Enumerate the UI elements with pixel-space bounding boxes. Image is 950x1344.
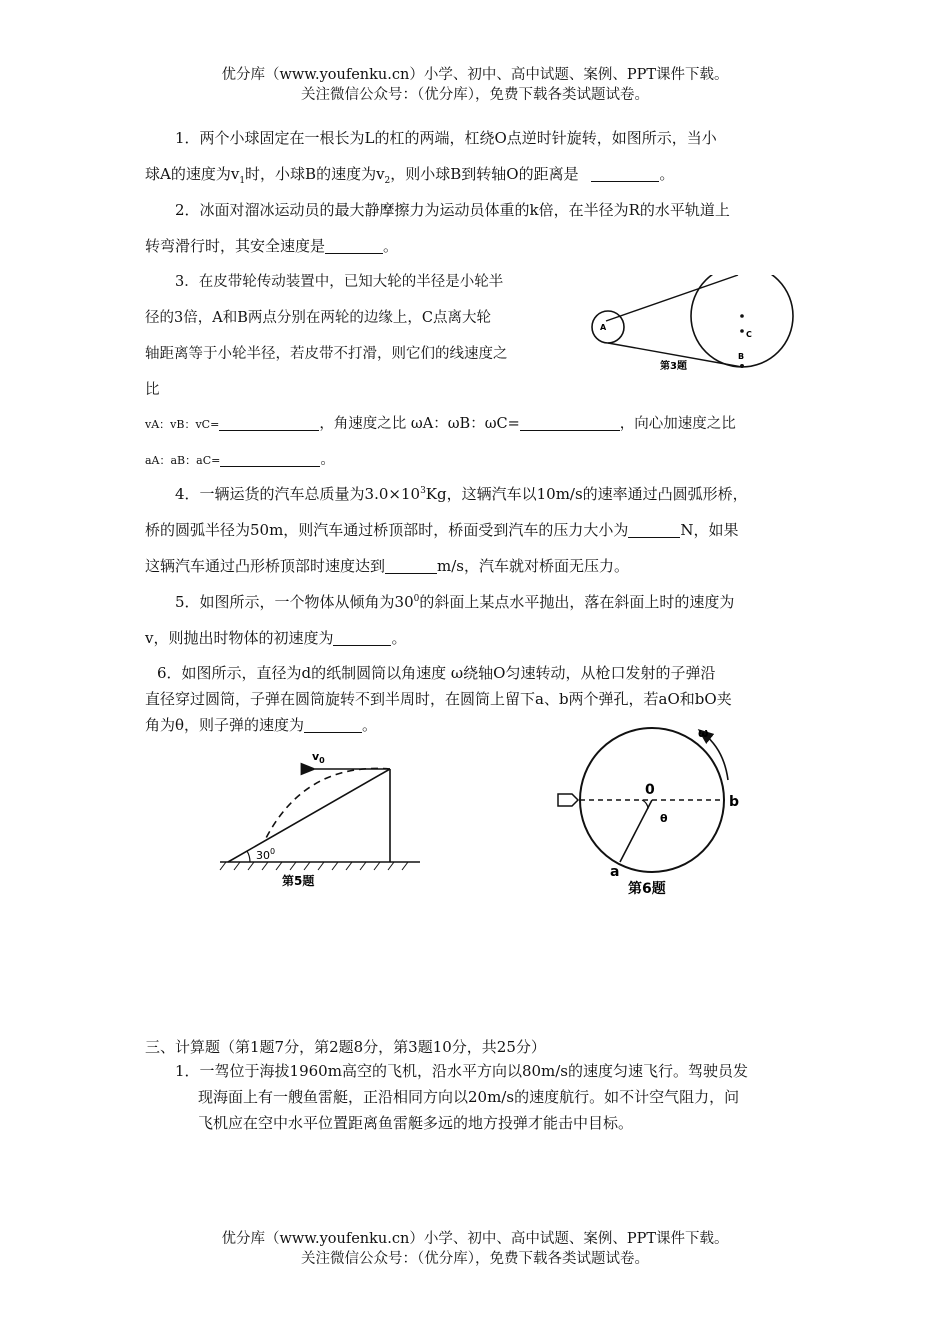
- q6-line-1: 6．如图所示，直径为d的纸制圆筒以角速度 ω绕轴O匀速转动，从枪口发射的子弹沿: [157, 664, 716, 682]
- ground-hatching: [220, 862, 408, 870]
- footer-line-2: 关注微信公众号：（优分库），免费下载各类试题试卷。: [301, 1251, 649, 1267]
- q3-line-4: 比: [145, 382, 160, 398]
- q5-line-1: 5．如图所示，一个物体从倾角为$30^0$的斜面上某点水平抛出，落在斜面上时的速度为: [175, 593, 735, 611]
- label-b: B: [738, 352, 745, 361]
- q4-force-blank[interactable]: [628, 521, 680, 538]
- omega-label: ω: [698, 726, 709, 740]
- angle-arc: [247, 851, 250, 862]
- figure-3-caption: 第3题: [660, 361, 687, 372]
- radius-oa: [620, 800, 652, 862]
- calc-q1-line-1: 1．一驾位于海拔1960m高空的飞机，沿水平方向以80m/s的速度匀速飞行。驾驶员发: [175, 1062, 749, 1080]
- q2-answer-blank[interactable]: [325, 237, 383, 254]
- point-b: [740, 364, 744, 368]
- rotation-arrow: [704, 734, 728, 780]
- q6-answer-blank[interactable]: [304, 716, 362, 733]
- q3-acceleration-blank[interactable]: [220, 450, 320, 467]
- q4-speed-blank[interactable]: [385, 557, 437, 574]
- q1-answer-blank[interactable]: [591, 165, 659, 182]
- q6-line-3: 角为θ，则子弹的速度为 。: [145, 716, 378, 734]
- q5-line-2: v，则抛出时物体的初速度为 。: [145, 629, 407, 647]
- angle-label: $30^0$: [256, 847, 276, 862]
- question-5: [145, 584, 810, 656]
- belt-pulley-figure: [590, 275, 805, 375]
- q4-line-3: 这辆汽车通过凸形桥顶部时速度达到 m/s，汽车就对桥面无压力。: [145, 557, 629, 575]
- header-line-2: 关注微信公众号：（优分库），免费下载各类试题试卷。: [301, 87, 649, 103]
- q4-line-2: 桥的圆弧半径为50m，则汽车通过桥顶部时，桥面受到汽车的压力大小为 N，如果: [145, 521, 739, 539]
- belt-top: [606, 275, 738, 321]
- v0-label: $v_0$: [312, 750, 325, 765]
- question-2: [145, 192, 810, 264]
- point-c: [740, 329, 744, 333]
- section-3-title: 三、计算题（第1题7分，第2题8分，第3题10分，共25分）: [145, 1038, 546, 1056]
- q3-ratio-line-1: vA：vB：vC= ，角速度之比 ωA：ωB：ωC= ，向心加速度之比: [145, 416, 736, 432]
- question-1: [145, 120, 810, 192]
- question-4: [145, 476, 810, 584]
- incline-figure: [210, 742, 510, 897]
- footer-line-1: 优分库（www.youfenku.cn）小学、初中、高中试题、案例、PPT课件下载。: [221, 1231, 729, 1247]
- calc-q1-line-2: 现海面上有一艘鱼雷艇，正沿相同方向以20m/s的速度航行。如不计空气阻力，问: [198, 1088, 740, 1106]
- q1-line-1: 1．两个小球固定在一根长为L的杠的两端，杠绕O点逆时针旋转，如图所示，当小: [175, 129, 717, 147]
- q5-answer-blank[interactable]: [333, 629, 391, 646]
- figure-6-caption: 第6题: [628, 881, 666, 897]
- q6-line-2: 直径穿过圆筒，子弹在圆筒旋转不到半周时，在圆筒上留下a、b两个弹孔，若aO和bO夹: [145, 690, 732, 708]
- bullet-icon: [558, 794, 578, 806]
- q3-ratio-line-2: aA：aB：aC= 。: [145, 452, 335, 468]
- q2-line-2: 转弯滑行时，其安全速度是 。: [145, 237, 399, 255]
- q3-line-2: 径的3倍，A和B两点分别在两轮的边缘上，C点离大轮: [145, 310, 491, 326]
- label-a-hole: a: [610, 864, 620, 880]
- incline-surface: [228, 769, 390, 862]
- q4-line-1: 4．一辆运货的汽车总质量为$3.0\times 10^3Kg$，这辆汽车以10m/s的速率通过凸圆弧形桥，: [175, 485, 748, 503]
- q1-line-2: 球A的速度为$v_1$时，小球B的速度为$v_2$，则小球B到转轴O的距离是 。: [145, 165, 675, 186]
- center-label: 0: [645, 782, 655, 798]
- q3-line-3: 轴距离等于小轮半径，若皮带不打滑，则它们的线速度之: [145, 346, 508, 362]
- calc-question-1: [175, 1058, 810, 1136]
- label-a: A: [600, 323, 607, 332]
- figure-5-caption: 第5题: [282, 874, 315, 888]
- large-pulley-center: [740, 314, 744, 318]
- label-b-hole: b: [729, 794, 740, 810]
- question-3: [145, 264, 585, 408]
- header-line-1: 优分库（www.youfenku.cn）小学、初中、高中试题、案例、PPT课件下载。: [221, 67, 729, 83]
- calc-q1-line-3: 飞机应在空中水平位置距离鱼雷艇多远的地方投弹才能击中目标。: [198, 1114, 634, 1132]
- q3-velocity-blank[interactable]: [219, 414, 319, 431]
- label-c: C: [746, 330, 752, 339]
- q3-line-1: 3．在皮带轮传动装置中，已知大轮的半径是小轮半: [175, 274, 504, 290]
- theta-arc: [642, 800, 648, 809]
- cylinder-figure: [548, 720, 758, 905]
- q2-line-1: 2．冰面对溜冰运动员的最大静摩擦力为运动员体重的k倍，在半径为R的水平轨道上: [175, 201, 730, 219]
- q3-omega-blank[interactable]: [520, 414, 620, 431]
- theta-label: θ: [660, 812, 668, 825]
